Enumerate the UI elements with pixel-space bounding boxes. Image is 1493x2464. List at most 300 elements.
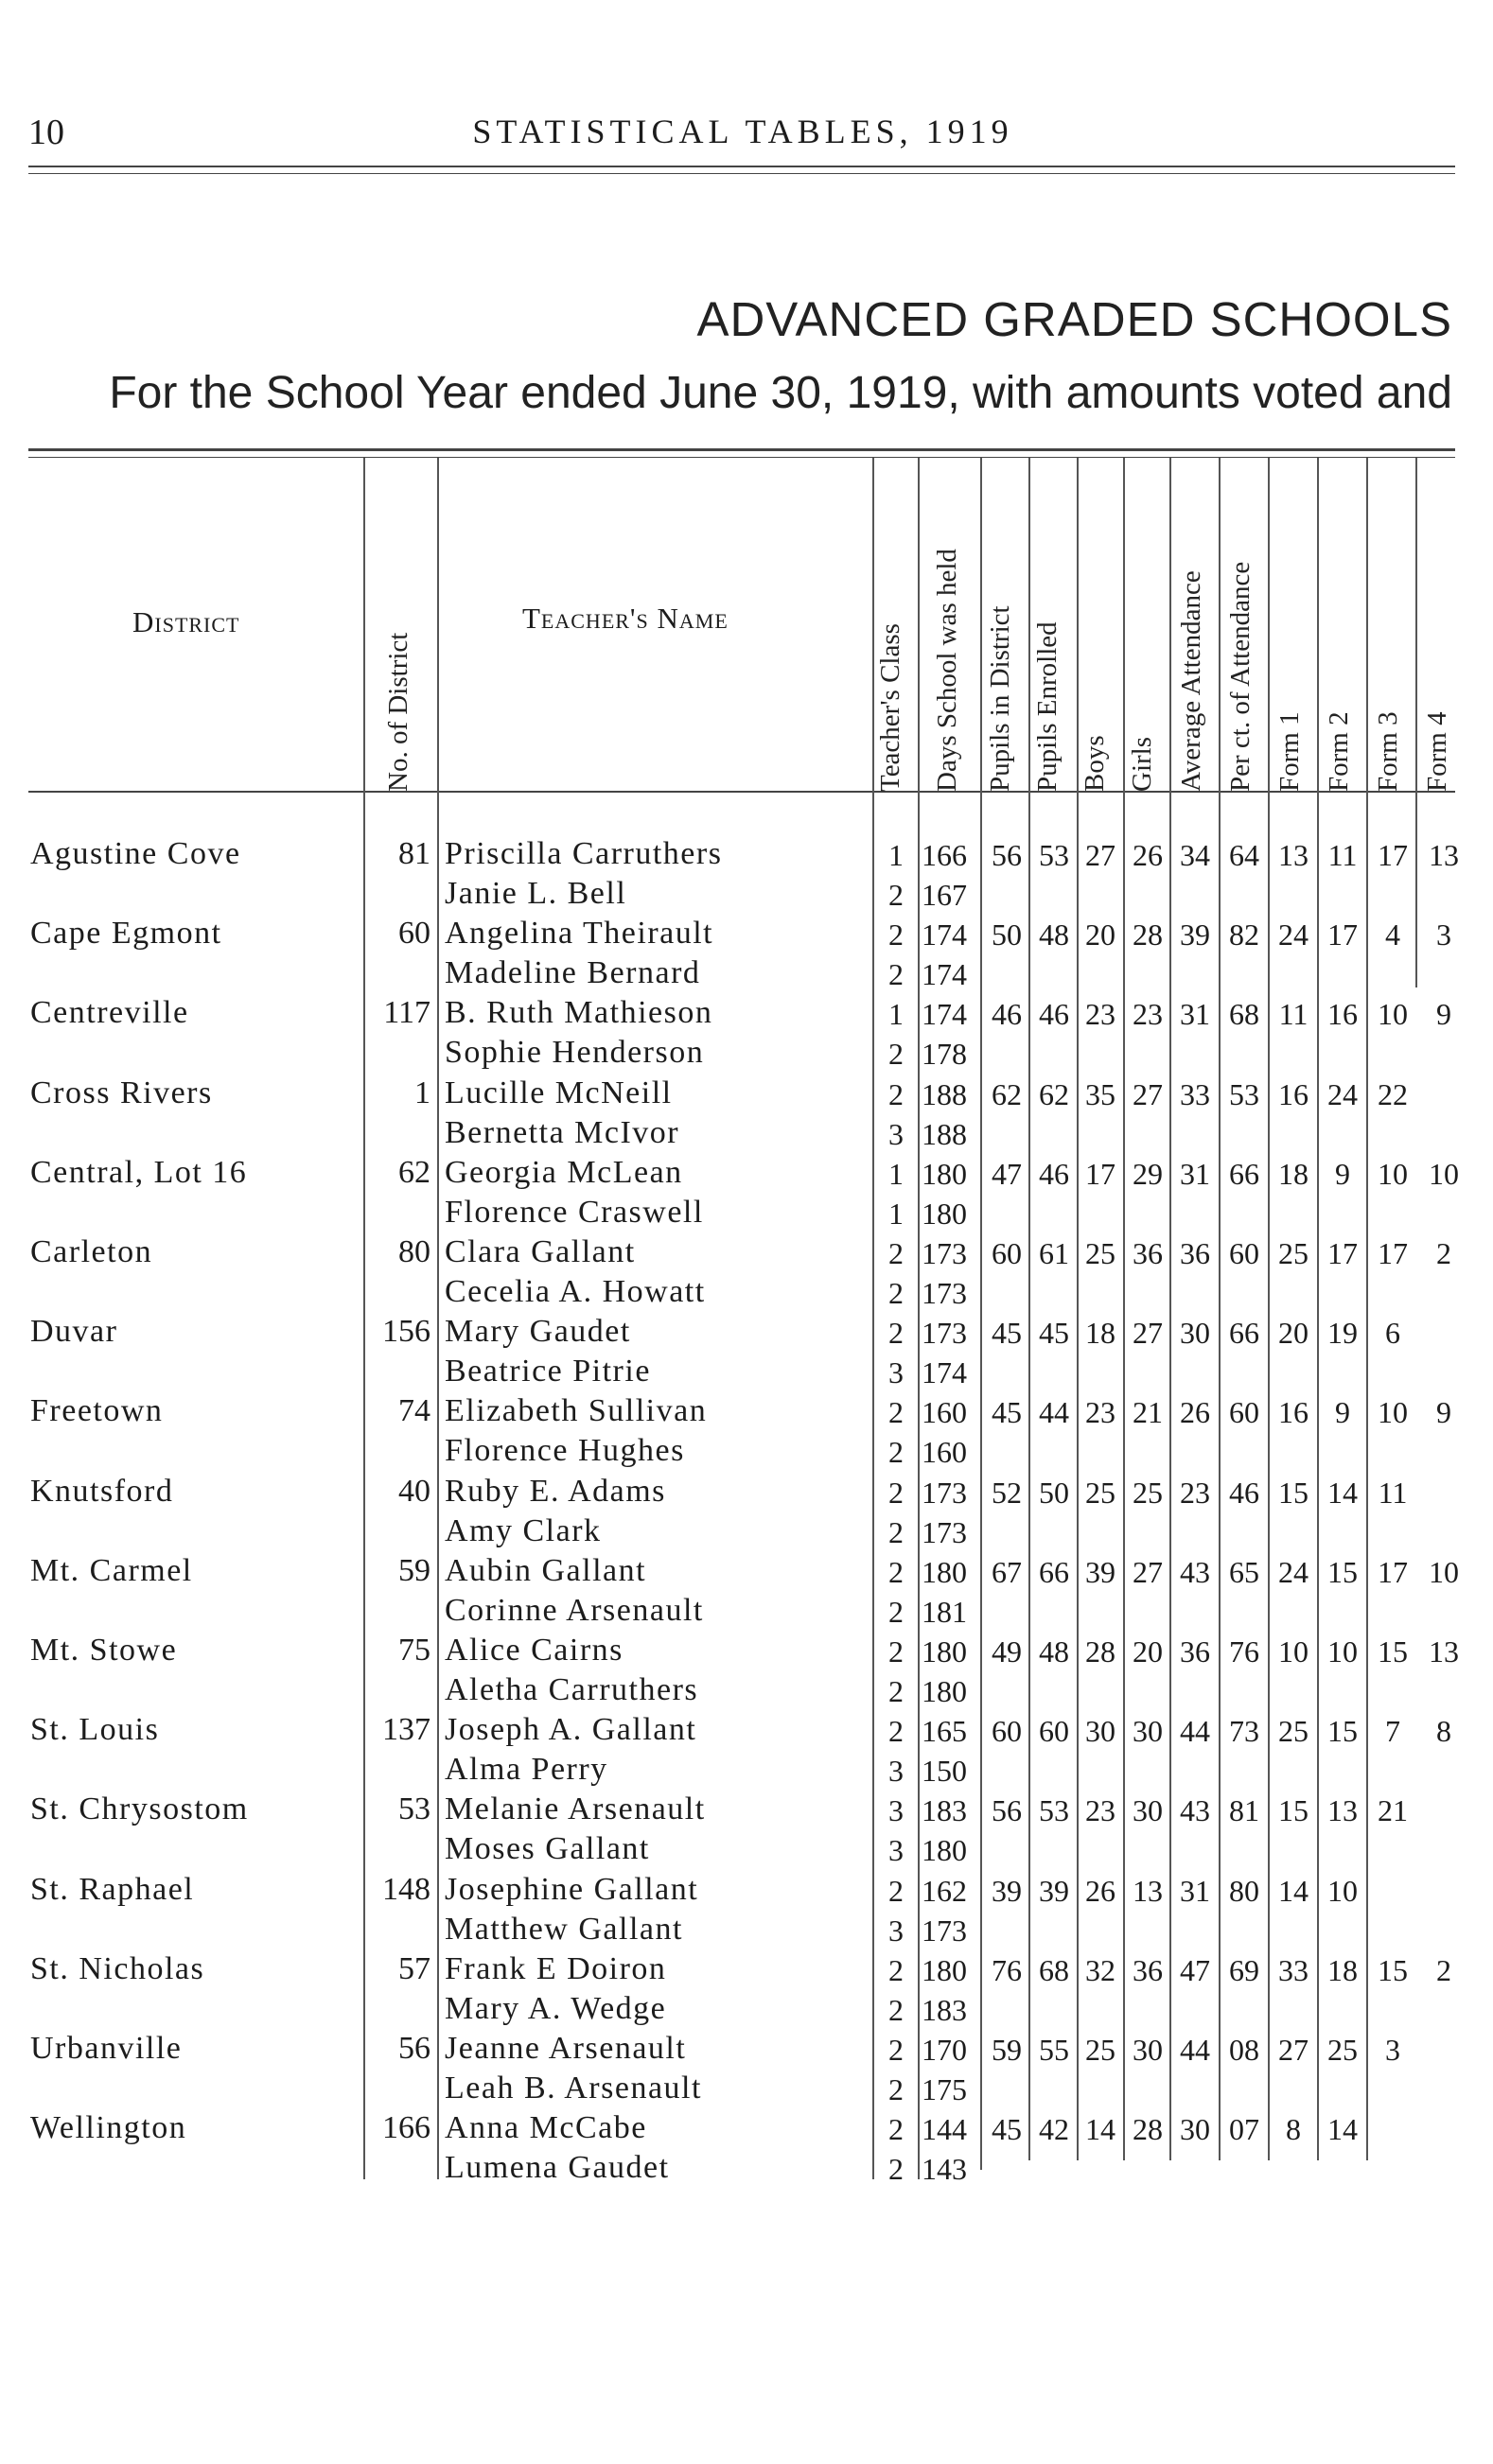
pupils-in-district: 52	[992, 1475, 1022, 1510]
girls-count: 25	[1133, 1475, 1163, 1510]
boys-count: 23	[1085, 997, 1115, 1032]
district-name: Duvar	[30, 1314, 118, 1350]
teacher-class: 2	[888, 1236, 904, 1270]
form-2-count: 15	[1327, 1554, 1358, 1589]
days-held: 162	[922, 1873, 967, 1908]
days-held: 160	[922, 1435, 967, 1470]
percent-attendance: 66	[1229, 1156, 1259, 1191]
pupils-enrolled: 55	[1039, 2033, 1069, 2067]
district-name: St. Louis	[30, 1712, 160, 1748]
form-2-count: 16	[1327, 997, 1358, 1032]
table-row	[0, 1232, 1493, 1312]
form-4-count: 9	[1436, 1395, 1451, 1430]
days-held: 167	[922, 878, 967, 912]
days-held: 183	[922, 1992, 967, 2027]
girls-count: 26	[1133, 838, 1163, 872]
table-row	[0, 1790, 1493, 1869]
days-held: 144	[922, 2112, 967, 2147]
form-1-count: 27	[1278, 2033, 1309, 2067]
days-held: 188	[922, 1116, 967, 1151]
pupils-in-district: 45	[992, 1395, 1022, 1430]
form-3-count: 3	[1385, 2033, 1400, 2067]
pupils-enrolled: 61	[1039, 1236, 1069, 1270]
days-held: 175	[922, 2072, 967, 2106]
teacher-name: Beatrice Pitrie	[445, 1354, 651, 1389]
form-1-count: 33	[1278, 1952, 1309, 1987]
teacher-name: Lucille McNeill	[445, 1075, 673, 1110]
table-row	[0, 1472, 1493, 1551]
district-name: Cross Rivers	[30, 1075, 213, 1110]
pupils-enrolled: 68	[1039, 1952, 1069, 1987]
form-1-count: 16	[1278, 1395, 1309, 1430]
percent-attendance: 66	[1229, 1316, 1259, 1351]
average-attendance: 36	[1180, 1634, 1210, 1669]
district-number: 62	[398, 1154, 430, 1190]
table-row	[0, 1949, 1493, 2029]
teacher-name: Mary Gaudet	[445, 1314, 631, 1350]
pupils-in-district: 60	[992, 1236, 1022, 1270]
form-3-count: 21	[1378, 1793, 1408, 1828]
teacher-name: Mary A. Wedge	[445, 1990, 667, 2026]
table-top-rule-thin	[28, 457, 1455, 458]
page-title: ADVANCED GRADED SCHOOLS	[696, 292, 1452, 346]
form-4-count: 9	[1436, 997, 1451, 1032]
girls-count: 27	[1133, 1554, 1163, 1589]
teacher-name: Bernetta McIvor	[445, 1114, 680, 1150]
column-header-no-of-district: No. of District	[383, 632, 413, 792]
days-held: 174	[922, 1355, 967, 1390]
district-name: Knutsford	[30, 1473, 174, 1509]
form-2-count: 17	[1327, 1236, 1358, 1270]
form-1-count: 24	[1278, 917, 1309, 952]
percent-attendance: 64	[1229, 838, 1259, 872]
teacher-name: Josephine Gallant	[445, 1871, 699, 1907]
form-2-count: 10	[1327, 1873, 1358, 1908]
teacher-name: Lumena Gaudet	[445, 2150, 670, 2186]
average-attendance: 39	[1180, 917, 1210, 952]
form-4-count: 3	[1436, 917, 1451, 952]
pupils-enrolled: 53	[1039, 1793, 1069, 1828]
district-name: Mt. Carmel	[30, 1552, 193, 1588]
boys-count: 17	[1085, 1156, 1115, 1191]
teacher-name: Corinne Arsenault	[445, 1592, 704, 1628]
form-2-count: 13	[1327, 1793, 1358, 1828]
pupils-enrolled: 39	[1039, 1873, 1069, 1908]
form-1-count: 10	[1278, 1634, 1309, 1669]
days-held: 183	[922, 1793, 967, 1828]
pupils-in-district: 60	[992, 1714, 1022, 1749]
average-attendance: 44	[1180, 2033, 1210, 2067]
boys-count: 20	[1085, 917, 1115, 952]
form-3-count: 15	[1378, 1952, 1408, 1987]
district-number: 148	[382, 1871, 430, 1907]
teacher-class: 2	[888, 1076, 904, 1111]
teacher-name: Anna McCabe	[445, 2110, 647, 2146]
form-2-count: 17	[1327, 917, 1358, 952]
district-name: Agustine Cove	[30, 836, 241, 871]
girls-count: 29	[1133, 1156, 1163, 1191]
teacher-class: 1	[888, 838, 904, 872]
percent-attendance: 76	[1229, 1634, 1259, 1669]
teacher-name: Moses Gallant	[445, 1831, 650, 1867]
table-row	[0, 834, 1493, 914]
form-3-count: 7	[1385, 1714, 1400, 1749]
girls-count: 27	[1133, 1076, 1163, 1111]
teacher-class: 2	[888, 2112, 904, 2147]
teacher-class: 2	[888, 1276, 904, 1310]
days-held: 180	[922, 1156, 967, 1191]
teacher-class: 2	[888, 1316, 904, 1351]
district-number: 156	[382, 1314, 430, 1350]
teacher-class: 2	[888, 957, 904, 992]
teacher-name: Aubin Gallant	[445, 1552, 647, 1588]
district-number: 1	[414, 1075, 430, 1110]
running-title: STATISTICAL TABLES, 1919	[472, 113, 1013, 150]
teacher-class: 2	[888, 1674, 904, 1708]
teacher-name: Florence Craswell	[445, 1194, 704, 1230]
form-2-count: 10	[1327, 1634, 1358, 1669]
days-held: 173	[922, 1913, 967, 1948]
form-1-count: 13	[1278, 838, 1309, 872]
table-row	[0, 1870, 1493, 1949]
percent-attendance: 68	[1229, 997, 1259, 1032]
column-header-district: District	[132, 605, 240, 638]
teacher-class: 2	[888, 1594, 904, 1629]
days-held: 165	[922, 1714, 967, 1749]
average-attendance: 43	[1180, 1793, 1210, 1828]
percent-attendance: 07	[1229, 2112, 1259, 2147]
teacher-class: 2	[888, 1475, 904, 1510]
average-attendance: 34	[1180, 838, 1210, 872]
days-held: 180	[922, 1634, 967, 1669]
percent-attendance: 82	[1229, 917, 1259, 952]
district-number: 40	[398, 1473, 430, 1509]
percent-attendance: 60	[1229, 1395, 1259, 1430]
column-header-average-attendance: Average Attendance	[1176, 570, 1206, 792]
form-1-count: 11	[1278, 997, 1309, 1032]
teacher-class: 2	[888, 1992, 904, 2027]
teacher-class: 1	[888, 1156, 904, 1191]
district-number: 59	[398, 1552, 430, 1588]
table-row	[0, 1391, 1493, 1471]
girls-count: 23	[1133, 997, 1163, 1032]
teacher-class: 3	[888, 1355, 904, 1390]
days-held: 150	[922, 1754, 967, 1789]
column-header-form-3: Form 3	[1373, 711, 1403, 792]
table-row	[0, 993, 1493, 1073]
average-attendance: 26	[1180, 1395, 1210, 1430]
district-name: St. Chrysostom	[30, 1791, 249, 1827]
teacher-class: 2	[888, 917, 904, 952]
pupils-in-district: 45	[992, 2112, 1022, 2147]
pupils-in-district: 62	[992, 1076, 1022, 1111]
girls-count: 36	[1133, 1952, 1163, 1987]
teacher-name: Elizabeth Sullivan	[445, 1393, 708, 1429]
percent-attendance: 69	[1229, 1952, 1259, 1987]
average-attendance: 43	[1180, 1554, 1210, 1589]
pupils-enrolled: 53	[1039, 838, 1069, 872]
teacher-class: 2	[888, 1634, 904, 1669]
days-held: 180	[922, 1554, 967, 1589]
days-held: 174	[922, 917, 967, 952]
teacher-name: Clara Gallant	[445, 1234, 636, 1269]
percent-attendance: 53	[1229, 1076, 1259, 1111]
form-3-count: 4	[1385, 917, 1400, 952]
district-name: Carleton	[30, 1234, 153, 1269]
teacher-name: Leah B. Arsenault	[445, 2071, 702, 2106]
teacher-name: Alice Cairns	[445, 1633, 624, 1668]
teacher-name: Joseph A. Gallant	[445, 1712, 697, 1748]
boys-count: 18	[1085, 1316, 1115, 1351]
teacher-name: Amy Clark	[445, 1512, 602, 1548]
district-number: 60	[398, 916, 430, 952]
pupils-in-district: 39	[992, 1873, 1022, 1908]
teacher-name: Matthew Gallant	[445, 1911, 683, 1947]
days-held: 180	[922, 1952, 967, 1987]
pupils-enrolled: 42	[1039, 2112, 1069, 2147]
teacher-name: Ruby E. Adams	[445, 1473, 666, 1509]
district-name: Urbanville	[30, 2031, 183, 2066]
form-4-count: 2	[1436, 1236, 1451, 1270]
days-held: 173	[922, 1514, 967, 1549]
boys-count: 25	[1085, 2033, 1115, 2067]
form-4-count: 10	[1429, 1156, 1459, 1191]
days-held: 180	[922, 1833, 967, 1868]
teacher-class: 1	[888, 1196, 904, 1231]
table-row	[0, 1710, 1493, 1790]
teacher-class: 2	[888, 2033, 904, 2067]
days-held: 160	[922, 1395, 967, 1430]
percent-attendance: 73	[1229, 1714, 1259, 1749]
form-2-count: 11	[1327, 838, 1358, 872]
form-4-count: 13	[1429, 838, 1459, 872]
days-held: 178	[922, 1037, 967, 1072]
girls-count: 27	[1133, 1316, 1163, 1351]
pupils-enrolled: 60	[1039, 1714, 1069, 1749]
teacher-class: 2	[888, 2072, 904, 2106]
pupils-in-district: 45	[992, 1316, 1022, 1351]
pupils-enrolled: 50	[1039, 1475, 1069, 1510]
days-held: 173	[922, 1475, 967, 1510]
header-rule-top	[28, 166, 1455, 167]
form-3-count: 11	[1378, 1475, 1408, 1510]
form-2-count: 19	[1327, 1316, 1358, 1351]
pupils-enrolled: 48	[1039, 1634, 1069, 1669]
days-held: 173	[922, 1236, 967, 1270]
boys-count: 23	[1085, 1395, 1115, 1430]
pupils-enrolled: 66	[1039, 1554, 1069, 1589]
teacher-name: Melanie Arsenault	[445, 1791, 706, 1827]
boys-count: 39	[1085, 1554, 1115, 1589]
column-header-pupils-district: Pupils in District	[985, 605, 1015, 792]
pupils-enrolled: 44	[1039, 1395, 1069, 1430]
form-3-count: 6	[1385, 1316, 1400, 1351]
teacher-class: 2	[888, 1873, 904, 1908]
teacher-name: Cecelia A. Howatt	[445, 1274, 706, 1309]
column-header-form-2: Form 2	[1324, 711, 1354, 792]
district-number: 57	[398, 1950, 430, 1986]
pupils-enrolled: 62	[1039, 1076, 1069, 1111]
girls-count: 30	[1133, 1714, 1163, 1749]
teacher-name: Janie L. Bell	[445, 876, 627, 911]
teacher-class: 3	[888, 1913, 904, 1948]
boys-count: 30	[1085, 1714, 1115, 1749]
teacher-class: 2	[888, 1554, 904, 1589]
district-name: Cape Egmont	[30, 916, 222, 952]
boys-count: 23	[1085, 1793, 1115, 1828]
form-3-count: 10	[1378, 1156, 1408, 1191]
form-3-count: 22	[1378, 1076, 1408, 1111]
boys-count: 14	[1085, 2112, 1115, 2147]
page-header	[28, 112, 1457, 157]
days-held: 180	[922, 1196, 967, 1231]
days-held: 173	[922, 1276, 967, 1310]
district-name: Freetown	[30, 1393, 164, 1429]
average-attendance: 44	[1180, 1714, 1210, 1749]
average-attendance: 31	[1180, 1156, 1210, 1191]
table-row	[0, 1312, 1493, 1391]
pupils-in-district: 47	[992, 1156, 1022, 1191]
girls-count: 36	[1133, 1236, 1163, 1270]
district-number: 75	[398, 1633, 430, 1668]
boys-count: 28	[1085, 1634, 1115, 1669]
average-attendance: 31	[1180, 997, 1210, 1032]
district-name: Centreville	[30, 995, 189, 1031]
form-1-count: 24	[1278, 1554, 1309, 1589]
form-2-count: 18	[1327, 1952, 1358, 1987]
boys-count: 26	[1085, 1873, 1115, 1908]
pupils-enrolled: 46	[1039, 1156, 1069, 1191]
teacher-class: 2	[888, 1952, 904, 1987]
table-row	[0, 1153, 1493, 1232]
teacher-class: 2	[888, 1395, 904, 1430]
district-number: 80	[398, 1234, 430, 1269]
teacher-name: Aletha Carruthers	[445, 1672, 699, 1707]
girls-count: 13	[1133, 1873, 1163, 1908]
form-3-count: 10	[1378, 1395, 1408, 1430]
teacher-name: Jeanne Arsenault	[445, 2031, 687, 2066]
table-row	[0, 1074, 1493, 1153]
column-header-pupils-enrolled: Pupils Enrolled	[1032, 621, 1063, 792]
teacher-class: 2	[888, 2152, 904, 2187]
average-attendance: 36	[1180, 1236, 1210, 1270]
teacher-name: Sophie Henderson	[445, 1035, 705, 1071]
district-number: 56	[398, 2031, 430, 2066]
percent-attendance: 81	[1229, 1793, 1259, 1828]
boys-count: 35	[1085, 1076, 1115, 1111]
table-row	[0, 914, 1493, 993]
column-header-girls: Girls	[1127, 737, 1157, 792]
girls-count: 30	[1133, 2033, 1163, 2067]
teacher-class: 2	[888, 1435, 904, 1470]
teacher-name: Alma Perry	[445, 1752, 608, 1788]
average-attendance: 23	[1180, 1475, 1210, 1510]
form-1-count: 25	[1278, 1236, 1309, 1270]
form-2-count: 9	[1335, 1395, 1350, 1430]
form-2-count: 15	[1327, 1714, 1358, 1749]
teacher-name: Georgia McLean	[445, 1154, 683, 1190]
table-row	[0, 2108, 1493, 2188]
form-3-count: 17	[1378, 1554, 1408, 1589]
pupils-enrolled: 45	[1039, 1316, 1069, 1351]
days-held: 143	[922, 2152, 967, 2187]
percent-attendance: 65	[1229, 1554, 1259, 1589]
girls-count: 28	[1133, 2112, 1163, 2147]
form-4-count: 8	[1436, 1714, 1451, 1749]
column-header-days: Days School was held	[932, 549, 962, 792]
boys-count: 25	[1085, 1475, 1115, 1510]
pupils-in-district: 46	[992, 997, 1022, 1032]
district-number: 166	[382, 2110, 430, 2146]
form-1-count: 20	[1278, 1316, 1309, 1351]
average-attendance: 47	[1180, 1952, 1210, 1987]
form-2-count: 9	[1335, 1156, 1350, 1191]
table-row	[0, 1631, 1493, 1710]
form-3-count: 10	[1378, 997, 1408, 1032]
column-header-boys: Boys	[1080, 735, 1110, 792]
pupils-in-district: 50	[992, 917, 1022, 952]
percent-attendance: 08	[1229, 2033, 1259, 2067]
header-rule-bottom	[28, 173, 1455, 174]
pupils-in-district: 49	[992, 1634, 1022, 1669]
form-1-count: 14	[1278, 1873, 1309, 1908]
district-number: 117	[383, 995, 430, 1031]
form-3-count: 15	[1378, 1634, 1408, 1669]
girls-count: 20	[1133, 1634, 1163, 1669]
form-4-count: 2	[1436, 1952, 1451, 1987]
teacher-name: Priscilla Carruthers	[445, 836, 723, 871]
teacher-class: 1	[888, 997, 904, 1032]
form-2-count: 24	[1327, 1076, 1358, 1111]
teacher-class: 2	[888, 878, 904, 912]
teacher-name: Florence Hughes	[445, 1433, 685, 1469]
percent-attendance: 60	[1229, 1236, 1259, 1270]
table-row	[0, 1551, 1493, 1631]
teacher-class: 3	[888, 1754, 904, 1789]
form-1-count: 15	[1278, 1475, 1309, 1510]
teacher-class: 2	[888, 1037, 904, 1072]
teacher-class: 3	[888, 1116, 904, 1151]
district-name: St. Raphael	[30, 1871, 195, 1907]
days-held: 181	[922, 1594, 967, 1629]
form-1-count: 15	[1278, 1793, 1309, 1828]
pupils-in-district: 67	[992, 1554, 1022, 1589]
average-attendance: 30	[1180, 1316, 1210, 1351]
column-header-teacher: Teacher's Name	[522, 602, 729, 635]
days-held: 180	[922, 1674, 967, 1708]
form-3-count: 17	[1378, 838, 1408, 872]
girls-count: 21	[1133, 1395, 1163, 1430]
column-header-form-4: Form 4	[1422, 711, 1452, 792]
boys-count: 25	[1085, 1236, 1115, 1270]
form-2-count: 25	[1327, 2033, 1358, 2067]
form-1-count: 25	[1278, 1714, 1309, 1749]
pupils-in-district: 59	[992, 2033, 1022, 2067]
district-number: 137	[382, 1712, 430, 1748]
page-subtitle: For the School Year ended June 30, 1919, with amounts voted and	[109, 368, 1452, 418]
form-2-count: 14	[1327, 1475, 1358, 1510]
teacher-name: Angelina Theirault	[445, 916, 714, 952]
teacher-class: 3	[888, 1793, 904, 1828]
table-row	[0, 2029, 1493, 2108]
girls-count: 30	[1133, 1793, 1163, 1828]
girls-count: 28	[1133, 917, 1163, 952]
days-held: 166	[922, 838, 967, 872]
percent-attendance: 46	[1229, 1475, 1259, 1510]
boys-count: 32	[1085, 1952, 1115, 1987]
days-held: 170	[922, 2033, 967, 2067]
teacher-name: Madeline Bernard	[445, 955, 701, 991]
